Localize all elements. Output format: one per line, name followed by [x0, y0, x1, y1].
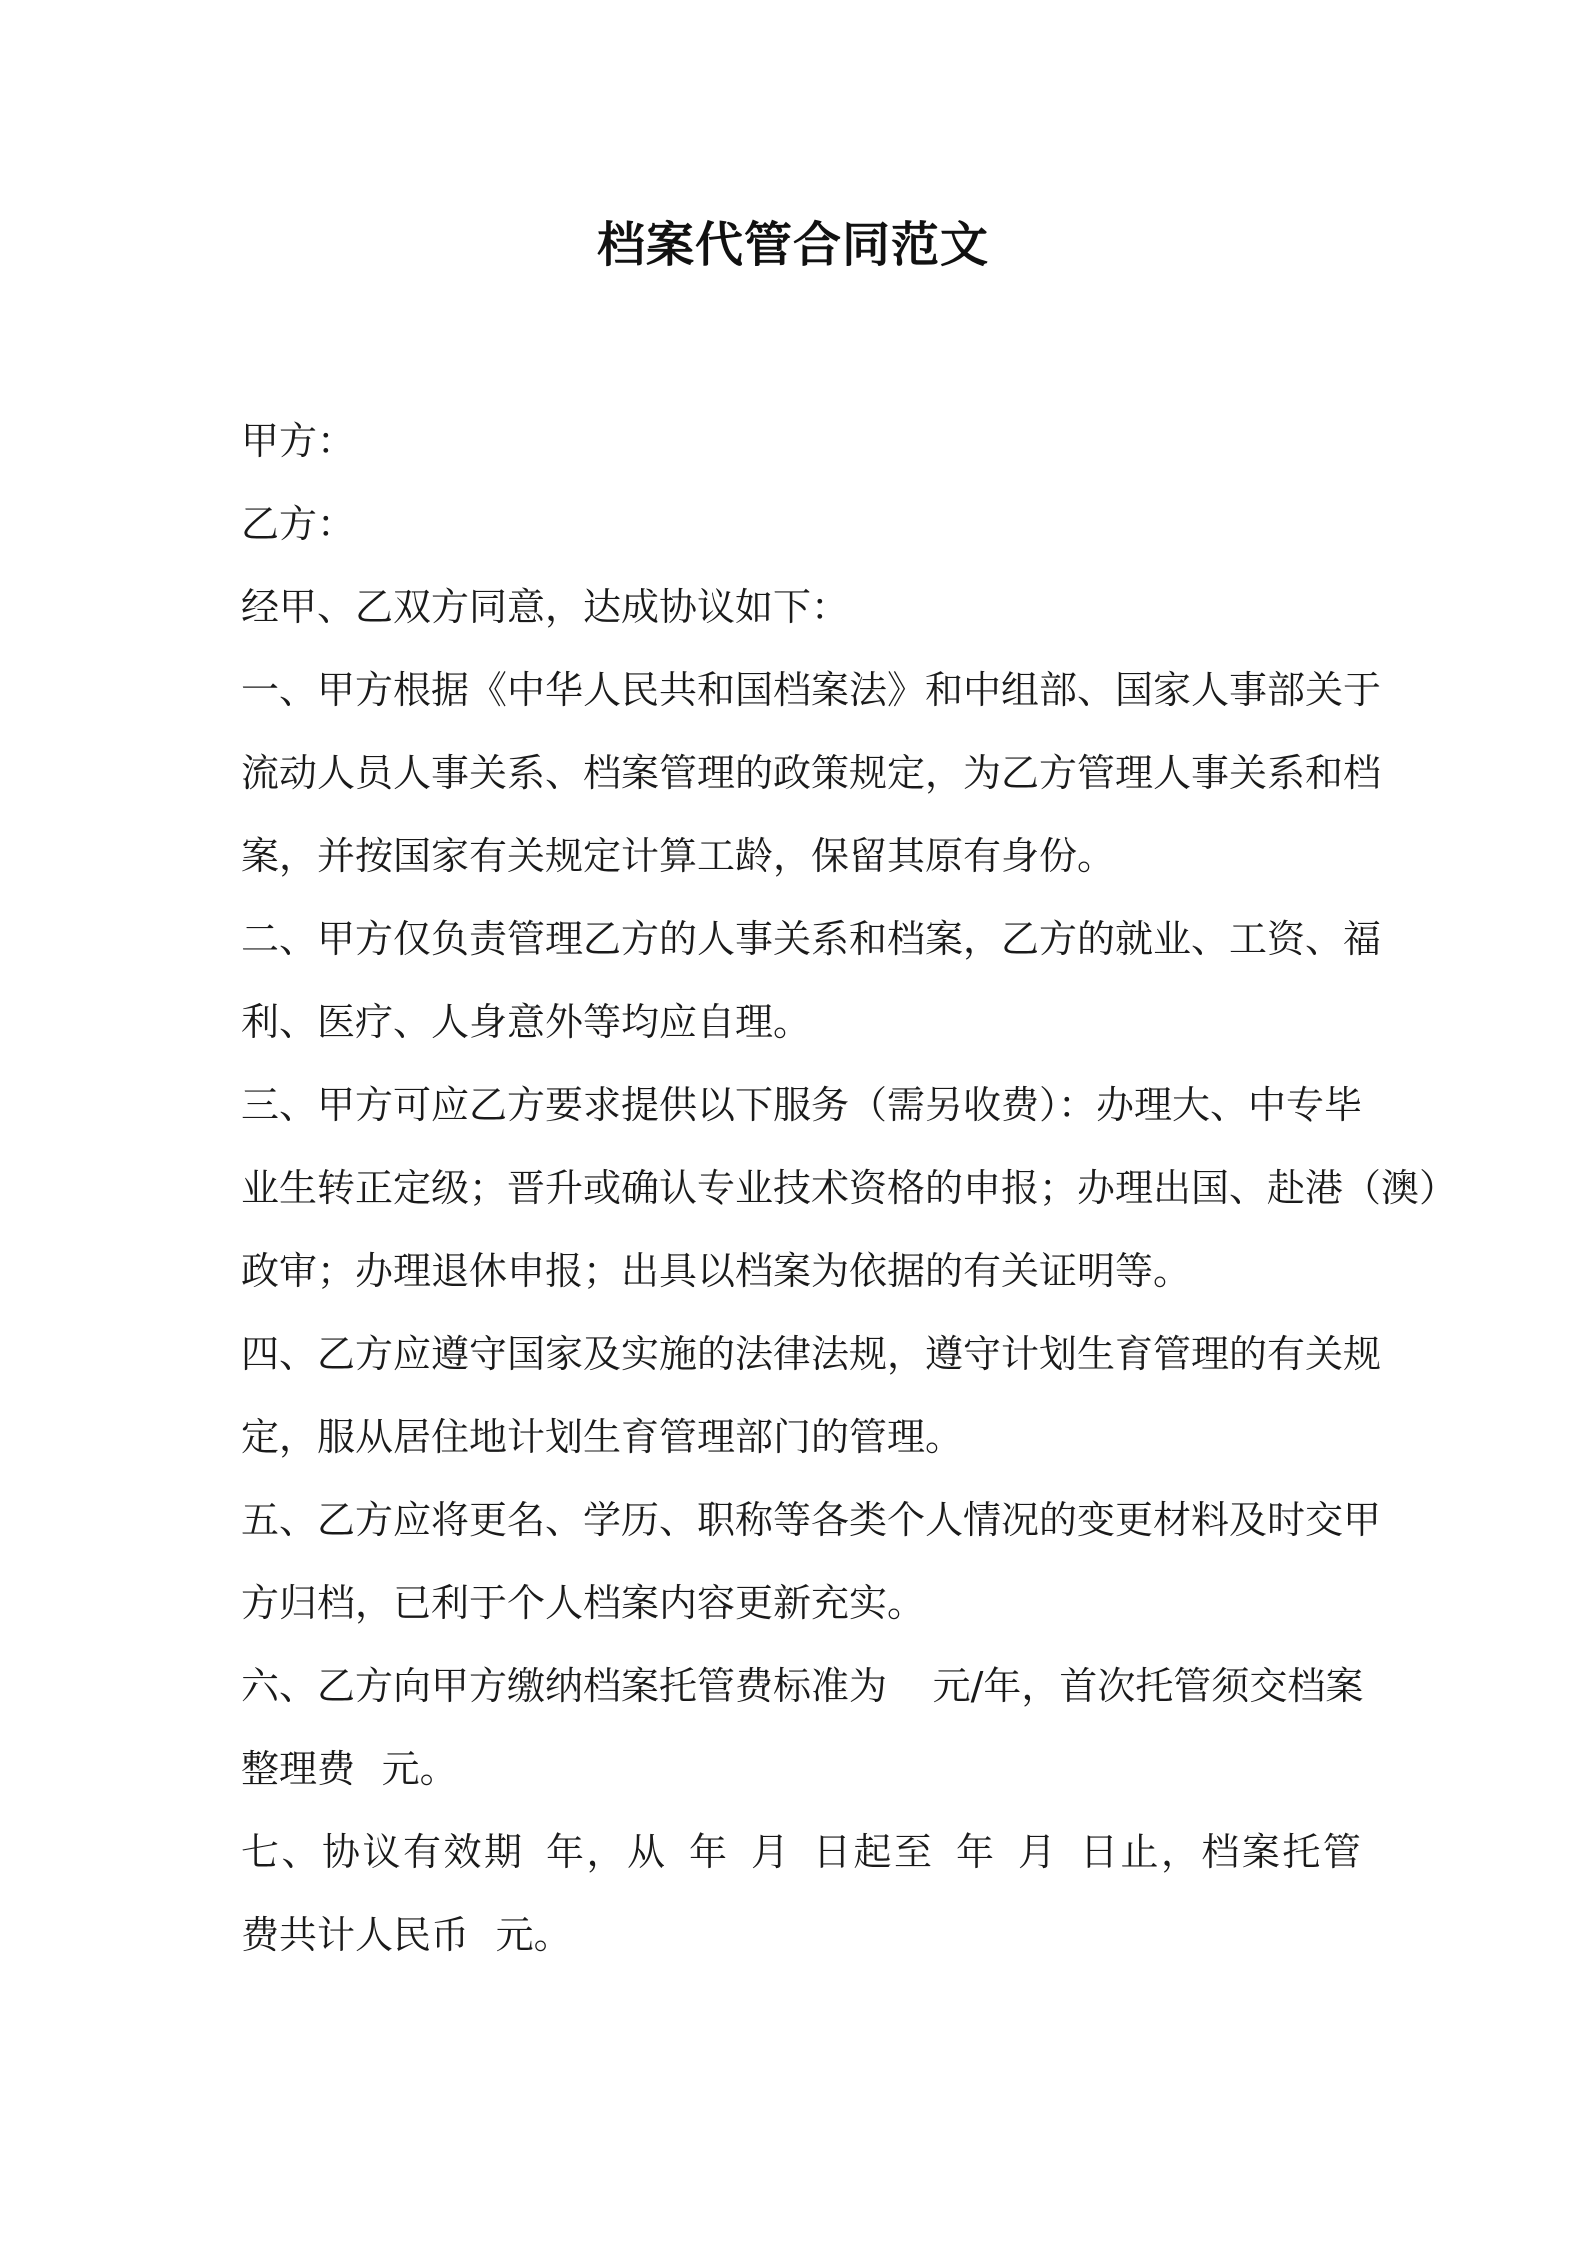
- clause-6-text-d: 元。: [381, 1747, 458, 1791]
- clause-7-text-c: 年: [686, 1830, 730, 1874]
- clause-4-line-2: 定，服从居住地计划生育管理部门的管理。: [241, 1415, 964, 1459]
- clause-5-line-2: 方归档，已利于个人档案内容更新充实。: [241, 1581, 926, 1625]
- clause-7-text-f: 年: [953, 1830, 997, 1874]
- clause-5-line-1: 五、乙方应将更名、学历、职称等各类个人情况的变更材料及时交甲: [241, 1498, 1382, 1542]
- intro-line: 经甲、乙双方同意，达成协议如下：: [241, 585, 850, 629]
- clause-2-line-1: 二、甲方仅负责管理乙方的人事关系和档案，乙方的就业、工资、福: [241, 917, 1382, 961]
- clause-7-text-b: 年，从: [543, 1830, 668, 1874]
- document-body: [241, 400, 1458, 1977]
- clause-7-line-2: [241, 1894, 1361, 1977]
- clause-6-text-b: 元/年，首次托管须交档案: [932, 1664, 1364, 1708]
- document-title: 档案代管合同范文: [596, 217, 989, 273]
- clause-7-text-d: 月: [748, 1830, 792, 1874]
- clause-3-line-2: 业生转正定级；晋升或确认专业技术资格的申报；办理出国、赴港（澳）: [241, 1166, 1458, 1210]
- clause-7-text-e: 日起至: [810, 1830, 935, 1874]
- clause-7-text-j: 元。: [495, 1913, 572, 1957]
- clause-2-line-2: 利、医疗、人身意外等均应自理。: [241, 1000, 812, 1044]
- clause-4-line-1: 四、乙方应遵守国家及实施的法律法规，遵守计划生育管理的有关规: [241, 1332, 1382, 1376]
- clause-6-text-a: 六、乙方向甲方缴纳档案托管费标准为: [241, 1664, 888, 1708]
- clause-7-line-1: [241, 1811, 1361, 1894]
- clause-3-line-3: 政审；办理退休申报；出具以档案为依据的有关证明等。: [241, 1249, 1192, 1293]
- clause-6-line-1: [241, 1645, 1364, 1728]
- clause-1-line-3: 案，并按国家有关规定计算工龄，保留其原有身份。: [241, 834, 1116, 878]
- clause-1-line-2: 流动人员人事关系、档案管理的政策规定，为乙方管理人事关系和档: [241, 751, 1382, 795]
- clause-7-text-h: 日止，档案托管: [1077, 1830, 1361, 1874]
- party-b-line: 乙方：: [241, 502, 356, 546]
- clause-3-line-1: 三、甲方可应乙方要求提供以下服务（需另收费）：办理大、中专毕: [241, 1083, 1363, 1127]
- party-a-line: 甲方：: [241, 419, 356, 463]
- clause-7-text-a: 七、协议有效期: [241, 1830, 525, 1874]
- clause-6-text-c: 整理费: [241, 1747, 356, 1791]
- clause-7-text-i: 费共计人民币: [241, 1913, 470, 1957]
- clause-7-text-g: 月: [1015, 1830, 1059, 1874]
- clause-6-line-2: [241, 1728, 1361, 1811]
- clause-1-line-1: 一、甲方根据《中华人民共和国档案法》和中组部、国家人事部关于: [241, 668, 1382, 712]
